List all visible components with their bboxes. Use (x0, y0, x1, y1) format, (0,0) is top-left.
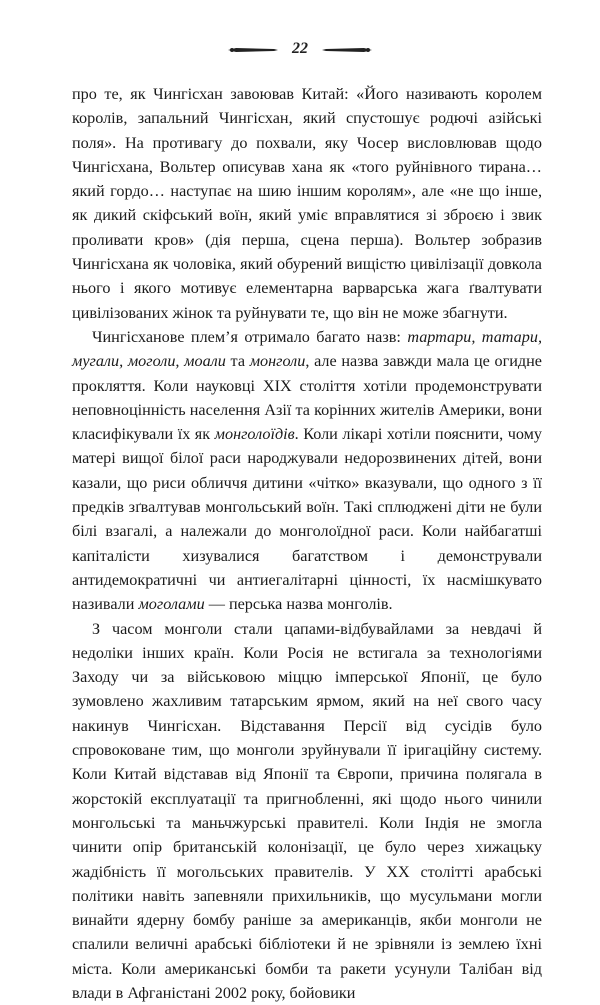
page-number: 22 (292, 40, 308, 57)
paragraph (72, 82, 542, 325)
italic-segment: моголами (138, 595, 205, 614)
paragraph (72, 325, 542, 617)
left-ornament-icon (228, 45, 278, 55)
italic-segment: монголоїдів (214, 425, 295, 444)
right-ornament-icon (322, 45, 372, 55)
body-text (72, 82, 542, 1005)
text-segment: про те, як Чингісхан завоював Китай: «Його називають королем королів, запальний Чингісхан, який спустошує родючі азійські поля». На противагу до похвали, яку Чосер висловлював щодо Чингісхана, Вольтер описував хана як «того руйнівного тирана… який гордо… наступає на шию іншим королям», але «не що інше, як дикий скіфський воїн, який уміє вправлятися зі зброєю і звик проливати кров» (дія перша, сцена перша). Вольтер зобразив Чингісхана як чоловіка, який обурений вищістю цивілізації довкола нього і якого мотивує елементарна варварська жага ґвалтувати цивілізованих жінок та руйнувати те, що він не може збагнути. (72, 85, 542, 322)
italic-segment: тартари, татари, мугали, моголи, моали (72, 327, 543, 371)
italic-segment: монголи (249, 352, 306, 371)
text-segment: , але назва завжди мала це огидне прокляття. Коли науковці XIX століття хотіли продемонструвати неповноцінність населення Азії та корінних жителів Америки, вони класифікували їх як (72, 352, 542, 444)
text-segment: З часом монголи стали цапами-відбувайлами за невдачі й недоліки інших країн. Коли Росія не встигала за технологіями Заходу чи за військовою міццю імперської Японії, це було зумовлено жахливим татарським ярмом, який на неї свого часу накинув Чингісхан. Відставання Персії від сусідів було спровоковане тим, що монголи зруйнували її іригаційну систему. Коли Китай відставав від Японії та Європи, причина полягала в жорстокій експлуатації та пригнобленні, які щодо нього чинили монгольські та маньчжурські правителі. Коли Індія не змогла чинити опір британській колонізації, це було через хижацьку жадібність її могольських правителів. У XX столітті арабські політики навіть запевняли прихильників, що мусульмани могли винайти ядерну бомбу раніше за американців, якби монголи не спалили величні арабські бібліотеки й не зрівняли із землею їхні міста. Коли американські бомби та ракети усунули Талібан від влади в Афганістані 2002 року, бойовики (72, 619, 542, 1002)
text-segment: . Коли лікарі хотіли пояснити, чому матері вищої білої раси народжували недорозвинених дітей, вони казали, що риси обличчя дитини «чітко» вказували, що одного з її предків зґвалтував монгольський воїн. Такі сплюджені діти не були білі взагалі, а належали до монголоїдної раси. Коли найбагатші капіталісти хизувалися багатством і демонстрували антидемократичні чи антиегалітарні цінності, їх насмішкувато називали (72, 425, 542, 614)
text-segment: — перська назва монголів. (204, 595, 393, 614)
paragraph (72, 617, 542, 1005)
text-segment: та (225, 352, 250, 371)
text-segment: Чингісханове плем’я отримало багато назв: (92, 327, 408, 346)
page-header (0, 40, 600, 60)
